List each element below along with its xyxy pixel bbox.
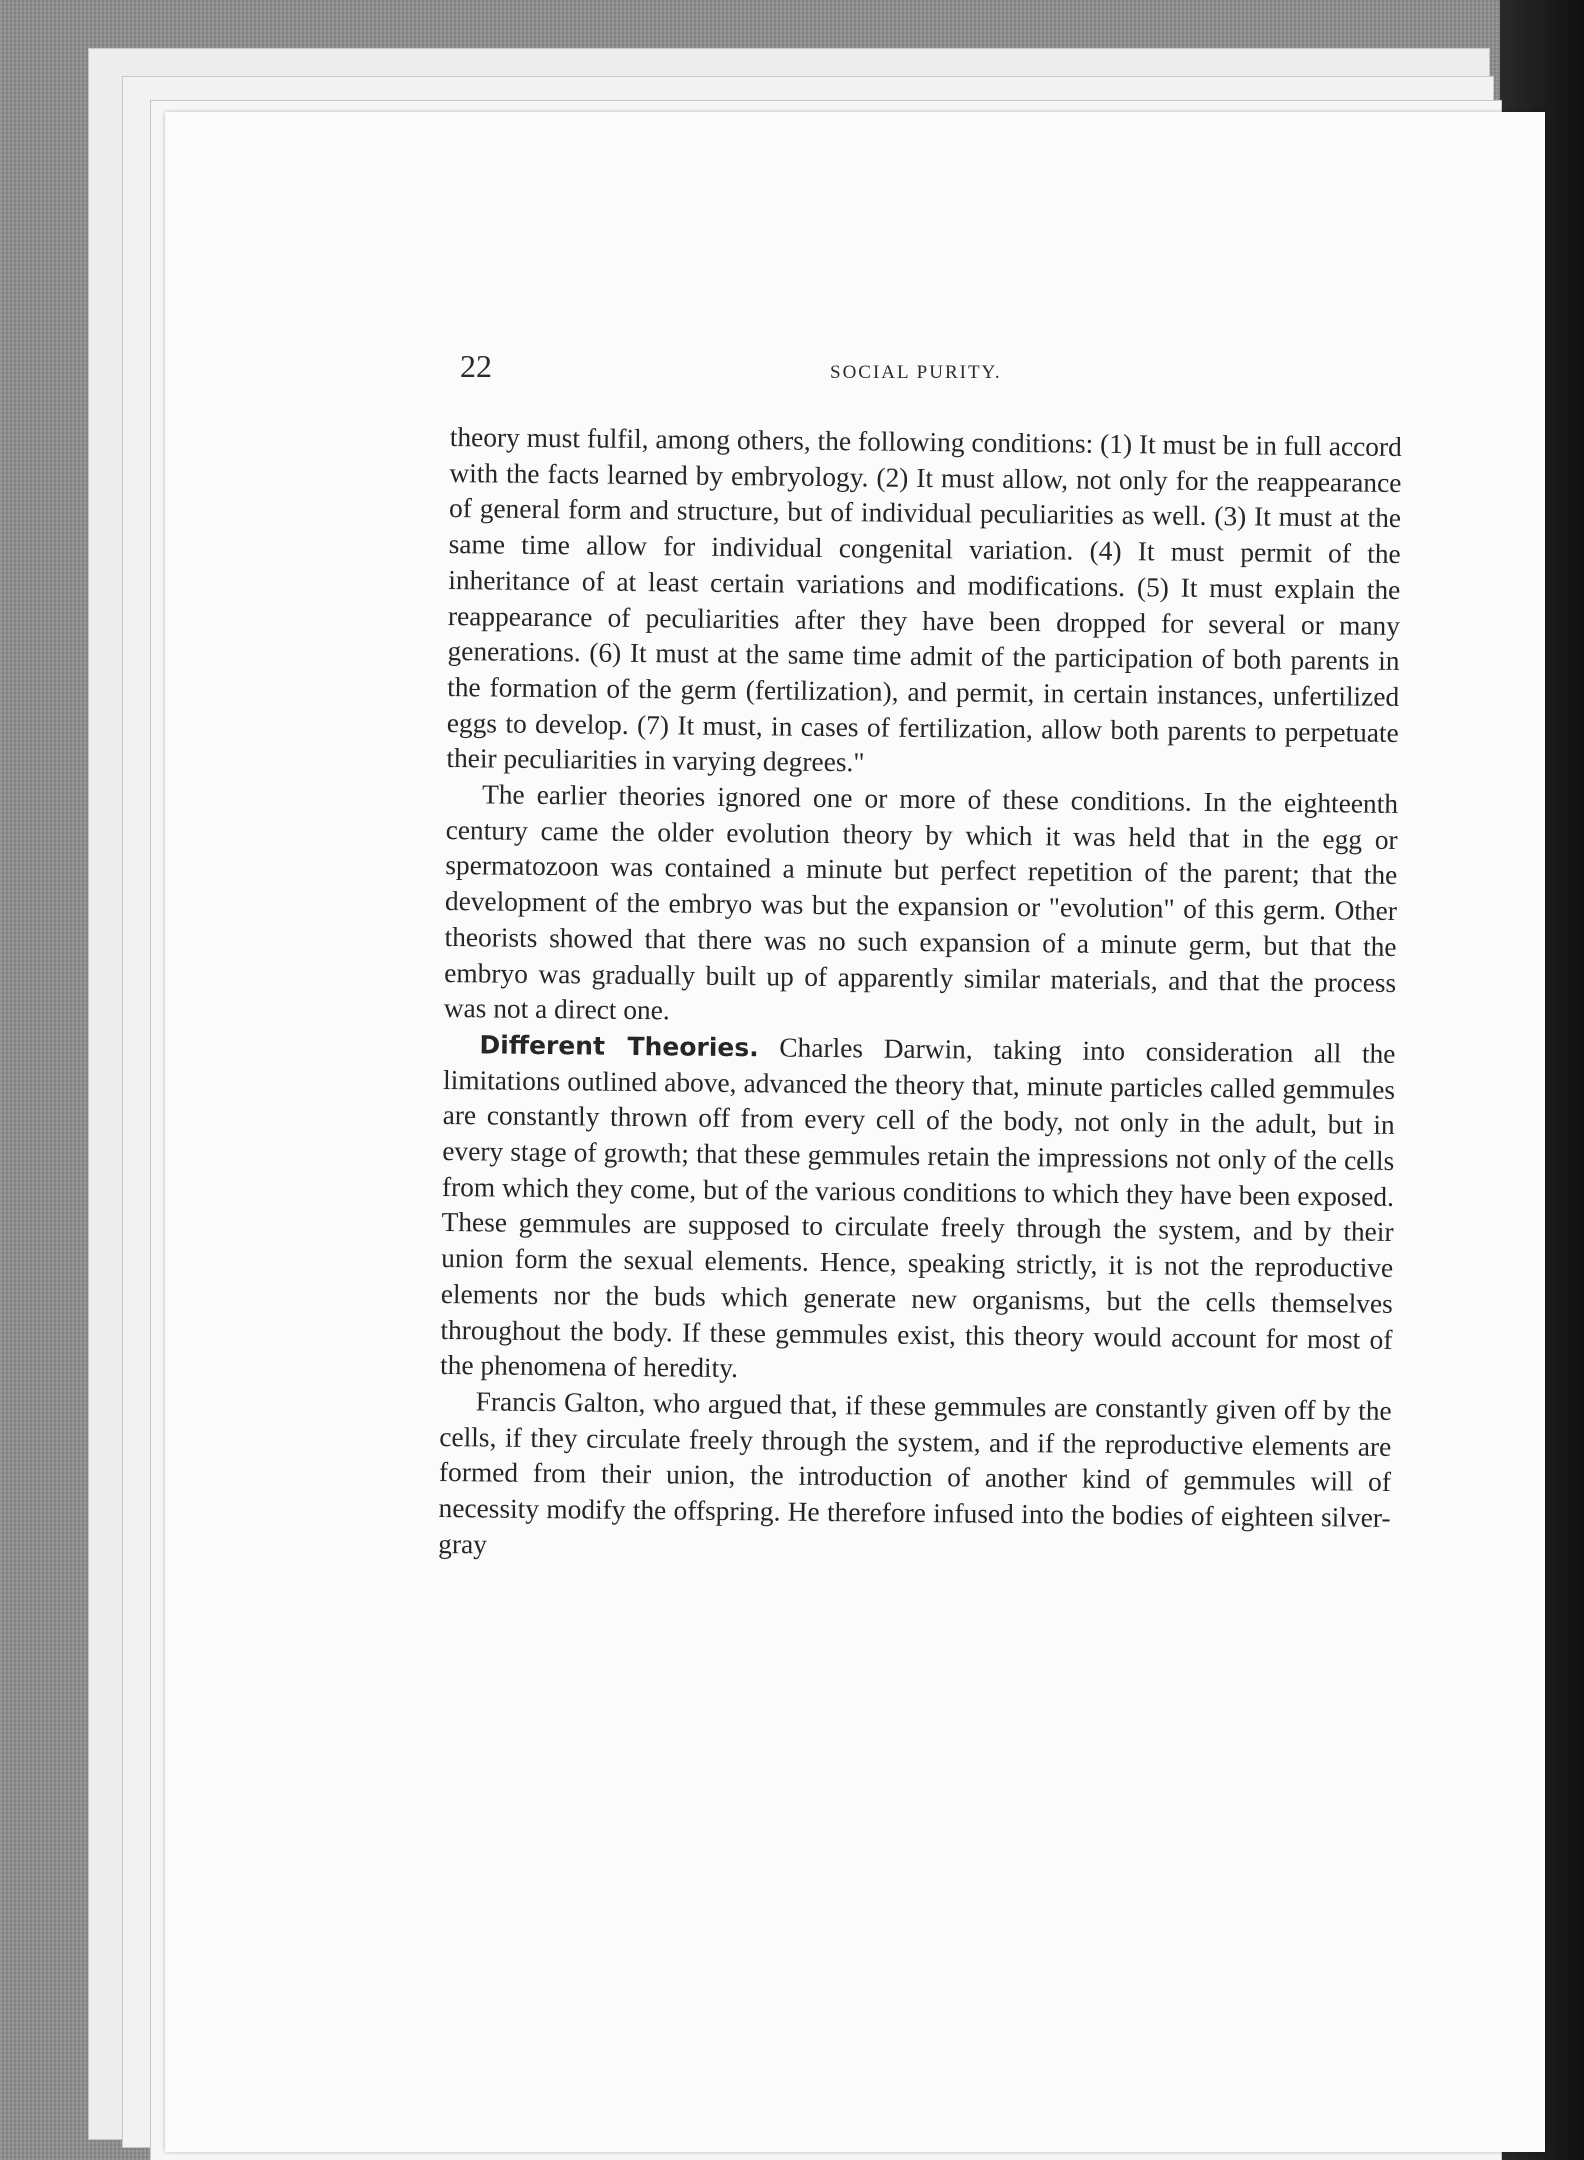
running-head: SOCIAL PURITY. [830,362,1002,383]
paragraph-text: Charles Darwin, taking into consideration all the limitations outlined above, advanced the theory that, minute particles called gemmules are constantly thrown off from every cell of the body, not only in the adult, but in every stage of growth; that these gemmules retain the impressions not only of the cells from which they come, but of the various conditions to which they have been exposed. These gemmules are supposed to circulate freely through the system, and by their union form the sexual elements. Hence, speaking strictly, it is not the reproductive elements nor the buds which generate new organisms, but the cells themselves throughout the body. If these gemmules exist, this theory would account for most of the phenomena of heredity. [439,1032,1396,1384]
page-header [460,348,1400,388]
paragraph: Francis Galton, who argued that, if these gemmules are constantly given off by the cells, if they circulate freely through the system, and if the reproductive elements are formed from their union, the introduction of another kind of gemmules will of necessity modify the offspring. He therefore infused into the bodies of eighteen silver-gray [438,1386,1392,1560]
body-text [438,420,1402,1572]
paragraph: theory must fulfil, among others, the following conditions: (1) It must be in full accord with the facts learned by embryology. (2) It must allow, not only for the reappearance of general form and structure, but of individual peculiarities as well. (3) It must at the same time allow for individual congenital variation. (4) It must permit of the inheritance of at least certain variations and modifications. (5) It must explain the reappearance of peculiarities after they have been dropped for several or many generations. (6) It must at the same time admit of the participation of both parents in the formation of the germ (fertilization), and permit, in certain instances, unfertilized eggs to develop. (7) It must, in cases of fertilization, allow both parents to perpetuate their peculiarities in varying degrees." [446,421,1402,778]
paragraph: The earlier theories ignored one or more of these conditions. In the eighteenth century came the older evolution theory by which it was held that in the egg or spermatozoon was contained a minute but perfect repetition of the parent; that the development of the embryo was but the expansion or "evolution" of this germ. Other theorists showed that there was no such expansion of a minute germ, but that the embryo was gradually built up of apparently similar materials, and that the process was not a direct one. [443,779,1399,1026]
paragraph [440,1027,1396,1394]
section-heading: Different Theories. [479,1030,759,1063]
page-number: 22 [460,348,492,384]
